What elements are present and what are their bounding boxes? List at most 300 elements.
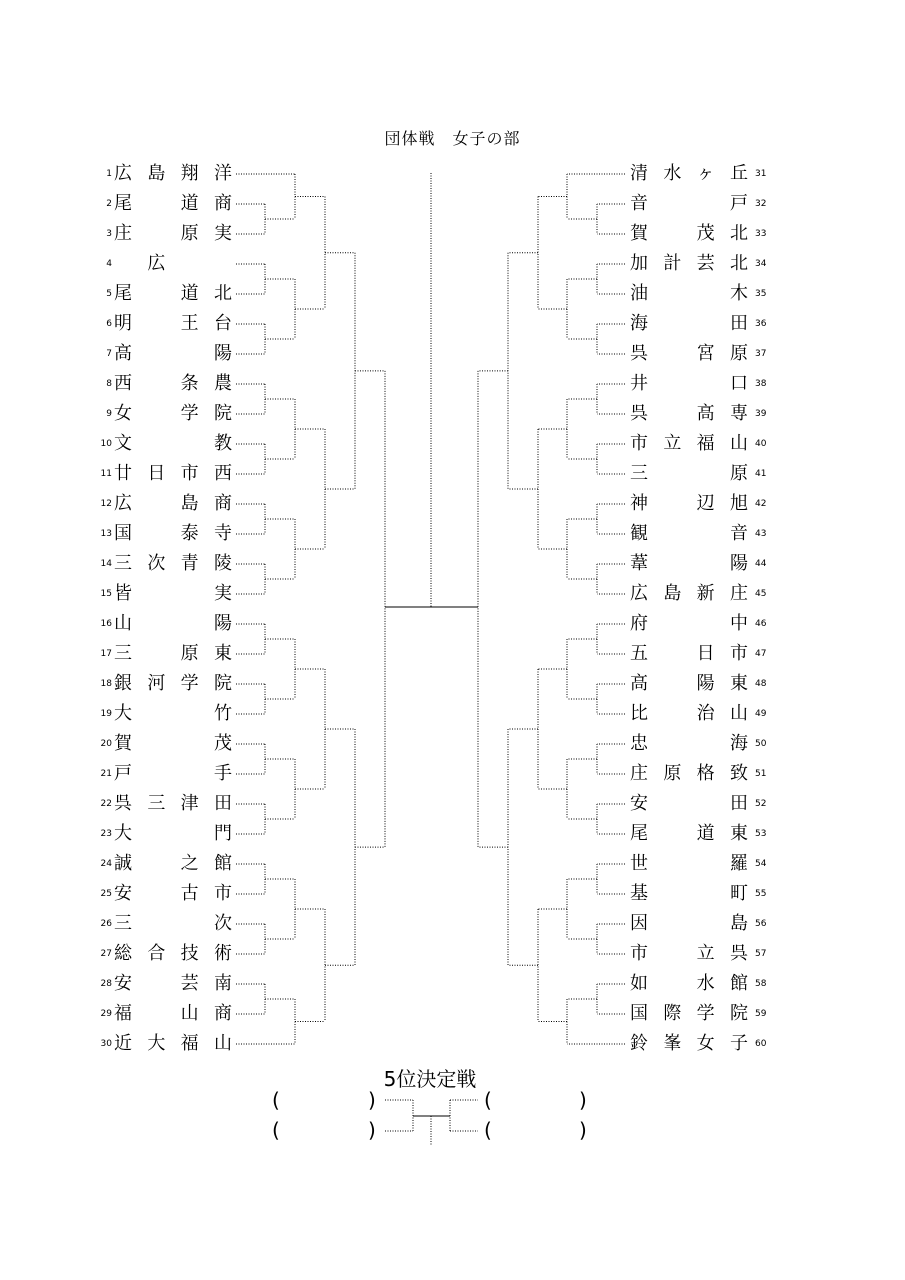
team-seed-number: 50 (755, 739, 767, 749)
team-name-char: 羅 (729, 853, 748, 874)
team-name-char: 旭 (729, 493, 748, 514)
team-name-char: 東 (729, 823, 748, 844)
team-name-char: 院 (213, 403, 232, 424)
team-name-char (147, 492, 165, 516)
page-title: 団体戦 女子の部 (384, 129, 521, 148)
team-name-char: 古 (180, 883, 199, 904)
team-name-char: 田 (729, 793, 748, 814)
team-seed-number: 11 (100, 469, 112, 479)
team-name-char (147, 972, 165, 996)
team-name-char (663, 462, 681, 486)
team-name-char: 丘 (729, 163, 748, 184)
team-name-char (663, 522, 681, 546)
team-name-char: 山 (729, 433, 748, 454)
team-seed-number: 21 (100, 769, 112, 779)
team-name-char (663, 882, 681, 906)
team-name-char: 日 (147, 463, 166, 484)
team-seed-number: 49 (755, 709, 767, 719)
team-name-char: 中 (729, 613, 748, 634)
team-name-char (697, 732, 715, 756)
team-name-char: 木 (729, 283, 748, 304)
team-name-char: 海 (729, 733, 748, 754)
team-name-char: 治 (696, 703, 715, 724)
team-name-char: 世 (630, 853, 648, 874)
team-name-char: 西 (114, 373, 132, 394)
team-name-char: 際 (663, 1003, 682, 1024)
team-name-char (181, 612, 199, 636)
team-name-char: 福 (180, 1033, 199, 1054)
team-name (630, 522, 748, 546)
team-name-char: 市 (180, 463, 199, 484)
team-name-char (214, 252, 232, 276)
team-seed-number: 20 (100, 739, 112, 749)
team-name-char: 因 (630, 913, 648, 934)
team-name-char (147, 342, 165, 366)
team-name-char (663, 702, 681, 726)
team-name-char (663, 912, 681, 936)
team-name-char (147, 912, 165, 936)
team-name-char (181, 732, 199, 756)
team-name-char: 山 (729, 703, 748, 724)
team-name-char: 音 (630, 193, 648, 214)
team-name-char (147, 642, 165, 666)
team-name-char: 手 (213, 763, 232, 784)
team-name-char (181, 582, 199, 606)
team-seed-number: 47 (755, 649, 767, 659)
team-name-char (663, 852, 681, 876)
team-name-char: 之 (180, 853, 199, 874)
team-name (114, 702, 232, 726)
team-name (630, 402, 748, 426)
team-name-char (663, 342, 681, 366)
team-name-char: 宮 (696, 343, 715, 364)
team-name-char (697, 612, 715, 636)
team-name-char: 西 (213, 463, 232, 484)
team-name (630, 822, 748, 846)
team-name-char: 竹 (213, 703, 232, 724)
team-name (114, 372, 232, 396)
team-name (114, 312, 232, 336)
team-name-char: 北 (729, 223, 748, 244)
team-name (114, 1032, 232, 1056)
team-name-char: 新 (696, 583, 715, 604)
team-name-char: 水 (663, 163, 682, 184)
team-name-char: 基 (630, 883, 648, 904)
team-name (114, 852, 232, 876)
team-seed-number: 7 (106, 349, 112, 359)
team-seed-number: 60 (755, 1039, 767, 1049)
team-name-char: 文 (114, 433, 132, 454)
team-name (114, 522, 232, 546)
team-name (630, 702, 748, 726)
team-name-char (697, 882, 715, 906)
team-name (630, 1002, 748, 1026)
team-name-char: 東 (213, 643, 232, 664)
team-name-char: 合 (147, 943, 166, 964)
fifth-place-slot-1-close: ) (368, 1088, 376, 1112)
team-name-char: 実 (213, 583, 232, 604)
team-name-char: 翔 (180, 163, 199, 184)
team-name-char: 商 (213, 1003, 232, 1024)
team-seed-number: 3 (106, 229, 112, 239)
team-name-char (663, 672, 681, 696)
team-name-char: 福 (696, 433, 715, 454)
team-name-char: 清 (630, 163, 648, 184)
team-name-char (697, 462, 715, 486)
team-name-char: 安 (630, 793, 648, 814)
team-seed-number: 42 (755, 499, 767, 509)
team-seed-number: 39 (755, 409, 767, 419)
team-name-char (697, 912, 715, 936)
team-seed-number: 8 (106, 379, 112, 389)
team-name-char: 大 (114, 703, 132, 724)
team-name (630, 882, 748, 906)
team-name-char: 呉 (630, 343, 648, 364)
team-name-char (663, 822, 681, 846)
team-name-char: 南 (213, 973, 232, 994)
team-name-char: 立 (696, 943, 715, 964)
team-name-char: 高 (114, 343, 132, 364)
team-name (114, 402, 232, 426)
team-name-char (147, 702, 165, 726)
team-name-char (697, 522, 715, 546)
team-name (114, 672, 232, 696)
team-name-char: 高 (630, 673, 648, 694)
team-name-char: 原 (729, 463, 748, 484)
team-name-char: 忠 (630, 733, 648, 754)
team-name-char: 三 (147, 793, 166, 814)
team-name-char (697, 282, 715, 306)
team-name-char: 王 (180, 313, 199, 334)
team-name-char: 如 (630, 973, 648, 994)
team-name-char (663, 402, 681, 426)
team-name-char: 尾 (630, 823, 648, 844)
team-name (630, 792, 748, 816)
team-name-char: 水 (696, 973, 715, 994)
team-name-char (147, 222, 165, 246)
team-name (630, 612, 748, 636)
team-name-char: 女 (114, 403, 132, 424)
team-seed-number: 36 (755, 319, 767, 329)
team-name-char: 河 (147, 673, 166, 694)
team-name-char: 館 (729, 973, 748, 994)
team-name-char: 国 (630, 1003, 648, 1024)
team-name-char: 技 (180, 943, 199, 964)
team-name-char: 安 (114, 883, 132, 904)
team-seed-number: 4 (106, 259, 112, 269)
team-seed-number: 56 (755, 919, 767, 929)
team-name-char (181, 762, 199, 786)
team-name-char: 実 (213, 223, 232, 244)
team-name-char: 茂 (213, 733, 232, 754)
team-seed-number: 30 (100, 1039, 112, 1049)
team-name-char: 道 (180, 193, 199, 214)
team-name-char: 広 (147, 253, 166, 274)
team-name-char: 致 (729, 763, 748, 784)
team-seed-number: 10 (100, 439, 112, 449)
team-name-char (147, 402, 165, 426)
team-name (114, 252, 232, 276)
team-name (630, 252, 748, 276)
team-name-char (663, 192, 681, 216)
team-name-char: 立 (663, 433, 682, 454)
team-seed-number: 41 (755, 469, 767, 479)
team-name-char: 台 (213, 313, 232, 334)
team-name-char: 観 (630, 523, 648, 544)
team-name-char: 次 (213, 913, 232, 934)
team-seed-number: 27 (100, 949, 112, 959)
team-name-char: 北 (213, 283, 232, 304)
team-name-char: 広 (114, 163, 132, 184)
team-name-char: 子 (729, 1033, 748, 1054)
team-seed-number: 46 (755, 619, 767, 629)
team-name-char (147, 432, 165, 456)
team-name (114, 762, 232, 786)
team-name-char (663, 792, 681, 816)
team-name (114, 492, 232, 516)
team-name-char: 女 (696, 1033, 715, 1054)
team-name-char: 海 (630, 313, 648, 334)
team-name-char: 市 (630, 943, 648, 964)
team-name-char: 計 (663, 253, 682, 274)
team-name (114, 462, 232, 486)
team-name (114, 912, 232, 936)
team-name-char: 銀 (114, 673, 132, 694)
team-seed-number: 17 (100, 649, 112, 659)
team-seed-number: 12 (100, 499, 112, 509)
team-name-char: 庄 (729, 583, 748, 604)
team-seed-number: 31 (755, 169, 767, 179)
team-name-char: 術 (213, 943, 232, 964)
team-name-char: 島 (147, 163, 166, 184)
team-name-char: 次 (147, 553, 166, 574)
team-name-char: 道 (180, 283, 199, 304)
team-name-char (147, 852, 165, 876)
team-seed-number: 40 (755, 439, 767, 449)
team-name-char: 院 (729, 1003, 748, 1024)
team-seed-number: 59 (755, 1009, 767, 1019)
team-name (630, 552, 748, 576)
team-name (630, 282, 748, 306)
team-seed-number: 58 (755, 979, 767, 989)
team-name (114, 342, 232, 366)
team-seed-number: 26 (100, 919, 112, 929)
team-name-char (663, 612, 681, 636)
team-name-char (663, 492, 681, 516)
team-name-char: 国 (114, 523, 132, 544)
team-seed-number: 5 (106, 289, 112, 299)
team-name (114, 732, 232, 756)
team-name (630, 462, 748, 486)
team-name-char: 商 (213, 193, 232, 214)
team-name (114, 942, 232, 966)
fifth-place-slot-3-open: ( (484, 1088, 492, 1112)
team-seed-number: 52 (755, 799, 767, 809)
team-name-char (663, 642, 681, 666)
team-name-char: 学 (696, 1003, 715, 1024)
team-name-char: 格 (696, 763, 715, 784)
team-name-char (147, 1002, 165, 1026)
team-seed-number: 19 (100, 709, 112, 719)
team-name-char (147, 762, 165, 786)
team-name-char (181, 432, 199, 456)
team-name-char: 市 (213, 883, 232, 904)
team-name-char (147, 312, 165, 336)
team-name-char: 井 (630, 373, 648, 394)
team-name-char: 寺 (213, 523, 232, 544)
team-name-char (663, 222, 681, 246)
fifth-place-slot-2-close: ) (368, 1118, 376, 1142)
team-name-char: 峯 (663, 1033, 682, 1054)
team-name-char: 口 (729, 373, 748, 394)
team-seed-number: 33 (755, 229, 767, 239)
team-name-char: 市 (630, 433, 648, 454)
team-seed-number: 23 (100, 829, 112, 839)
team-name-char: 鈴 (630, 1033, 648, 1054)
team-name-char (147, 522, 165, 546)
team-name-char: 陽 (213, 343, 232, 364)
team-seed-number: 9 (106, 409, 112, 419)
team-name-char (147, 582, 165, 606)
team-name-char: 学 (180, 673, 199, 694)
team-name-char: 広 (114, 493, 132, 514)
team-name-char (697, 192, 715, 216)
team-seed-number: 55 (755, 889, 767, 899)
fifth-place-title: 5位決定戦 (383, 1067, 477, 1091)
team-seed-number: 37 (755, 349, 767, 359)
team-name-char: 北 (729, 253, 748, 274)
team-name-char: 商 (213, 493, 232, 514)
team-name-char: 山 (180, 1003, 199, 1024)
team-name (114, 1002, 232, 1026)
team-name-char (181, 252, 199, 276)
team-name-char (147, 372, 165, 396)
team-name-char: 芸 (696, 253, 715, 274)
team-seed-number: 51 (755, 769, 767, 779)
team-seed-number: 16 (100, 619, 112, 629)
team-name (114, 282, 232, 306)
team-name-char: 誠 (114, 853, 132, 874)
team-name-char: 洋 (213, 163, 232, 184)
team-name-char: 津 (180, 793, 199, 814)
team-name-char (147, 822, 165, 846)
team-name-char: 大 (147, 1033, 166, 1054)
team-name-char: 呉 (630, 403, 648, 424)
team-name (630, 912, 748, 936)
team-name-char: 府 (630, 613, 648, 634)
team-name (114, 432, 232, 456)
team-name-char (147, 732, 165, 756)
team-name-char: 青 (180, 553, 199, 574)
team-name (630, 432, 748, 456)
team-name-char: 島 (663, 583, 682, 604)
team-name-char: 泰 (180, 523, 199, 544)
team-seed-number: 2 (106, 199, 112, 209)
team-name-char: 大 (114, 823, 132, 844)
team-name-char (181, 342, 199, 366)
team-name-char: 院 (213, 673, 232, 694)
team-name (630, 222, 748, 246)
team-name-char: 三 (114, 643, 132, 664)
team-seed-number: 14 (100, 559, 112, 569)
team-name-char (181, 822, 199, 846)
team-name (630, 192, 748, 216)
team-name (630, 582, 748, 606)
team-seed-number: 35 (755, 289, 767, 299)
team-name-char (697, 852, 715, 876)
team-seed-number: 45 (755, 589, 767, 599)
team-seed-number: 28 (100, 979, 112, 989)
team-name-char: 原 (180, 223, 199, 244)
team-name-char: 呉 (114, 793, 132, 814)
fifth-place-slot-4-close: ) (579, 1118, 587, 1142)
team-name-char: 芸 (180, 973, 199, 994)
team-name-char: 賀 (114, 733, 132, 754)
team-seed-number: 48 (755, 679, 767, 689)
team-name-char: ヶ (696, 163, 715, 184)
team-name (630, 1032, 748, 1056)
team-seed-number: 22 (100, 799, 112, 809)
team-name-char: 館 (213, 853, 232, 874)
team-name-char: 町 (729, 883, 748, 904)
team-seed-number: 29 (100, 1009, 112, 1019)
team-seed-number: 34 (755, 259, 767, 269)
team-name-char (663, 972, 681, 996)
team-name-char: 皆 (114, 583, 132, 604)
team-name (114, 792, 232, 816)
team-name (114, 162, 232, 186)
fifth-place-slot-1-open: ( (272, 1088, 280, 1112)
team-name-char (697, 792, 715, 816)
team-name-char: 田 (213, 793, 232, 814)
team-name (114, 582, 232, 606)
team-name-char (663, 312, 681, 336)
team-name-char: 三 (630, 463, 648, 484)
team-name (630, 372, 748, 396)
team-name-char: 専 (729, 403, 748, 424)
team-name-char: 原 (180, 643, 199, 664)
team-name (630, 762, 748, 786)
team-name-char: 原 (663, 763, 682, 784)
team-name-char: 東 (729, 673, 748, 694)
team-name-char: 比 (630, 703, 648, 724)
team-seed-number: 1 (106, 169, 112, 179)
team-name-char (697, 552, 715, 576)
team-name (630, 852, 748, 876)
team-name (114, 222, 232, 246)
team-name-char: 三 (114, 553, 132, 574)
team-seed-number: 15 (100, 589, 112, 599)
team-name-char: 安 (114, 973, 132, 994)
team-name-char: 明 (114, 313, 132, 334)
fifth-place-slot-2-open: ( (272, 1118, 280, 1142)
team-name-char: 島 (180, 493, 199, 514)
team-name-char: 田 (729, 313, 748, 334)
team-name (630, 312, 748, 336)
team-name-char (697, 312, 715, 336)
team-name-char: 学 (180, 403, 199, 424)
team-name-char: 辺 (696, 493, 715, 514)
team-name-char: 五 (630, 643, 648, 664)
team-name (630, 492, 748, 516)
team-name-char: 尾 (114, 283, 132, 304)
fifth-place-slot-3-close: ) (579, 1088, 587, 1112)
team-name-char: 陽 (729, 553, 748, 574)
team-name-char (181, 912, 199, 936)
team-name-char (663, 732, 681, 756)
team-name (114, 642, 232, 666)
team-name-char (147, 192, 165, 216)
